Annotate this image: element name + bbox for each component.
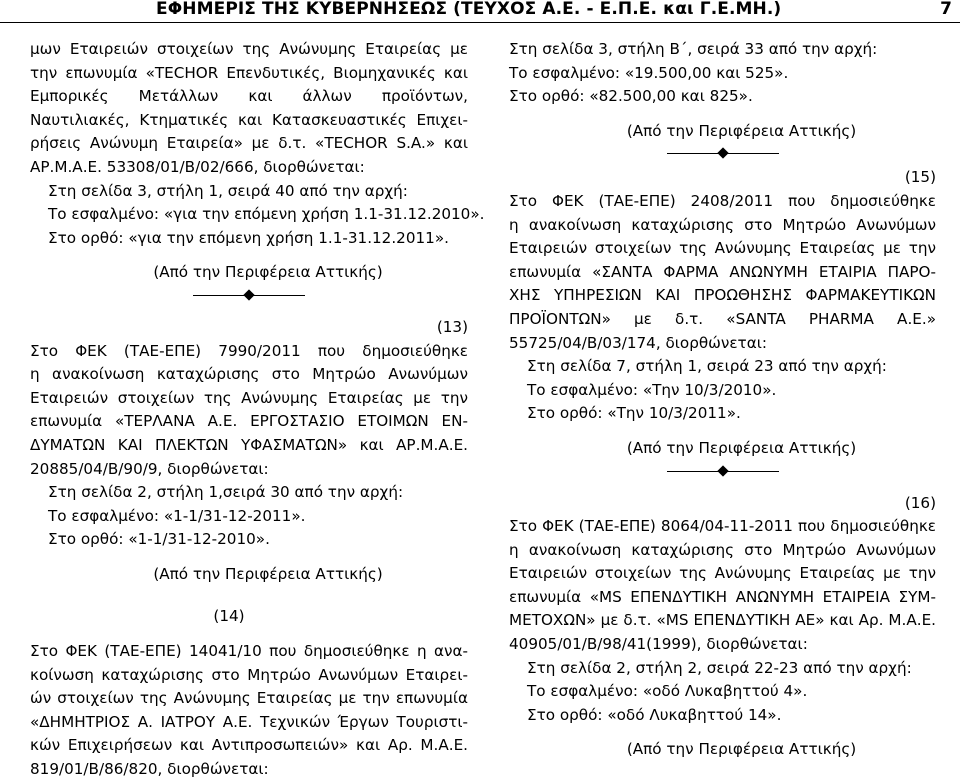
text-line: 55725/04/Β/03/174, διορθώνεται: — [509, 333, 767, 352]
page-header — [0, 0, 960, 23]
text-line: Εμπορικές Μετάλλων και άλλων προϊόντων, — [30, 87, 468, 106]
correction-line: Στη σελίδα 3, στήλη Β΄, σειρά 33 από την αρχή: — [509, 40, 878, 58]
notice-15 — [509, 166, 936, 460]
notice-14 — [30, 605, 468, 781]
text-line: Εταιρειών στοιχείων της Ανώνυμης Εταιρείας με την — [30, 388, 468, 407]
text-line: ΜΕΤΟΧΩΝ» με δ.τ. «MS ΕΠΕΝΔΥΤΙΚΗ ΑΕ» και Αρ. Μ.Α.Ε. — [509, 611, 936, 630]
text-line: 819/01/Β/86/820, διορθώνεται: — [30, 760, 269, 779]
text-line: ΧΗΣ ΥΠΗΡΕΣΙΩΝ ΚΑΙ ΠΡΟΩΘΗΣΗΣ ΦΑΡΜΑΚΕΥΤΙΚΩΝ — [509, 286, 936, 305]
text-line: η ανακοίνωση καταχώρισης στο Μητρώο Ανωνύμων — [509, 215, 936, 234]
text-line: ΑΡ.Μ.Α.Ε. 53308/01/Β/02/666, διορθώνεται: — [30, 157, 365, 176]
text-line: ΠΡΟΪΟΝΤΩΝ» με δ.τ. «SANTA PHARMA Α.Ε.» — [509, 309, 936, 328]
right-column — [509, 38, 936, 762]
text-line: ρήσεις Ανώνυμη Εταιρεία» με δ.τ. «TECHOR S.A.» και — [30, 134, 468, 153]
text-line: επωνυμία «MS ΕΠΕΝΔΥΤΙΚΗ ΑΝΩΝΥΜΗ ΕΤΑΙΡΕΙΑ ΣΥΜ- — [509, 587, 936, 606]
header-title: ΕΦΗΜΕΡΙΣ ΤΗΣ ΚΥΒΕΡΝΗΣΕΩΣ (ΤΕΥΧΟΣ Α.Ε. - Ε.Π.Ε. και Γ.Ε.ΜΗ.) — [156, 0, 782, 19]
correction-line: Στη σελίδα 2, στήλη 1,σειρά 30 από την αρχή: — [48, 483, 404, 502]
source-line: (Από την Περιφέρεια Αττικής) — [153, 263, 383, 282]
notice-16 — [509, 492, 936, 763]
source-line: (Από την Περιφέρεια Αττικής) — [626, 121, 857, 140]
text-line: κών Επιχειρήσεων και Αντιπροσωπειών» και Αρ. Μ.Α.Ε. — [30, 736, 468, 755]
text-line: Ναυτιλιακές, Κτηματικές και Κατασκευαστικές Επιχει- — [30, 110, 468, 129]
text-line: ών στοιχείων της Ανώνυμης Εταιρείας με την επωνυμία — [30, 689, 468, 708]
correction-line: Στο ορθό: «οδό Λυκαβηττού 14». — [527, 705, 782, 724]
notice-number: (16) — [904, 493, 936, 512]
continued-notice — [30, 38, 485, 285]
text-line: 20885/04/Β/90/9, διορθώνεται: — [30, 459, 269, 478]
continued-notice-right — [509, 38, 936, 143]
left-column — [30, 38, 485, 782]
text-line: «ΔΗΜΗΤΡΙΟΣ Α. ΙΑΤΡΟΥ Α.Ε. Τεχνικών Έργων Τουριστι- — [30, 712, 468, 731]
section-divider — [509, 461, 936, 481]
text-line: Στο ΦΕΚ (ΤΑΕ-ΕΠΕ) 2408/2011 που δημοσιεύθηκε — [509, 191, 936, 210]
correction-line: Στο ορθό: «Την 10/3/2011». — [527, 404, 741, 423]
text-line: Στο ΦΕΚ (ΤΑΕ-ΕΠΕ) 14041/10 που δημοσιεύθηκε η ανα- — [30, 642, 468, 661]
correction-line: Το εσφαλμένο: «Την 10/3/2010». — [527, 380, 777, 399]
correction-line: Το εσφαλμένο: «για την επόμενη χρήση 1.1-31.12.2010». — [48, 205, 485, 224]
correction-line: Στη σελίδα 3, στήλη 1, σειρά 40 από την αρχή: — [48, 181, 408, 200]
correction-line: Στο ορθό: «1-1/31-12-2010». — [48, 530, 270, 549]
text-line: την επωνυμία «TECHOR Επενδυτικές, Βιομηχανικές και — [30, 63, 468, 82]
text-line: Στο ΦΕΚ (ΤΑΕ-ΕΠΕ) 8064/04-11-2011 που δημοσιεύθηκε — [509, 517, 936, 536]
source-line: (Από την Περιφέρεια Αττικής) — [153, 564, 383, 583]
text-line: Εταιρειών στοιχείων της Ανώνυμης Εταιρείας με την — [509, 564, 936, 583]
correction-line: Το εσφαλμένο: «1-1/31-12-2011». — [48, 506, 306, 525]
section-divider — [509, 143, 936, 163]
text-line: η ανακοίνωση καταχώρισης στο Μητρώο Ανωνύμων — [509, 540, 936, 559]
text-line: κοίνωση καταχώρισης στο Μητρώο Ανωνύμων Εταιρει- — [30, 665, 468, 684]
correction-line: Στη σελίδα 2, στήλη 2, σειρά 22-23 από την αρχή: — [527, 658, 912, 677]
correction-line: Στο ορθό: «82.500,00 και 825». — [509, 87, 753, 106]
page-number: 7 — [940, 0, 952, 19]
correction-line: Στο ορθό: «για την επόμενη χρήση 1.1-31.12.2011». — [48, 228, 449, 247]
text-line: επωνυμία «ΤΕΡΛΑΝΑ Α.Ε. ΕΡΓΟΣΤΑΣΙΟ ΕΤΟΙΜΩΝ ΕΝ- — [30, 412, 468, 431]
text-line: Στο ΦΕΚ (ΤΑΕ-ΕΠΕ) 7990/2011 που δημοσιεύθηκε — [30, 341, 468, 360]
correction-line: Στη σελίδα 7, στήλη 1, σειρά 23 από την αρχή: — [527, 357, 887, 376]
text-line: η ανακοίνωση καταχώρισης στο Μητρώο Ανωνύμων — [30, 365, 468, 384]
source-line: (Από την Περιφέρεια Αττικής) — [626, 740, 857, 759]
correction-line: Το εσφαλμένο: «οδό Λυκαβηττού 4». — [527, 682, 808, 701]
notice-number: (15) — [904, 168, 936, 187]
source-line: (Από την Περιφέρεια Αττικής) — [626, 438, 857, 457]
text-line: ΔΥΜΑΤΩΝ ΚΑΙ ΠΛΕΚΤΩΝ ΥΦΑΣΜΑΤΩΝ» και ΑΡ.Μ.Α.Ε. — [30, 435, 468, 454]
text-line: Εταιρειών στοιχείων της Ανώνυμης Εταιρείας με την — [509, 239, 936, 258]
notice-number: (14) — [213, 607, 245, 626]
text-line: μων Εταιρειών στοιχείων της Ανώνυμης Εταιρείας με — [30, 40, 468, 58]
text-line: επωνυμία «ΣΑΝΤΑ ΦΑΡΜΑ ΑΝΩΝΥΜΗ ΕΤΑΙΡΙΑ ΠΑΡΟ- — [509, 262, 936, 281]
notice-number: (13) — [436, 317, 468, 336]
notice-13 — [30, 316, 468, 587]
text-line: 40905/01/Β/98/41(1999), διορθώνεται: — [509, 635, 808, 654]
correction-line: Το εσφαλμένο: «19.500,00 και 525». — [509, 63, 789, 82]
section-divider — [30, 285, 468, 305]
